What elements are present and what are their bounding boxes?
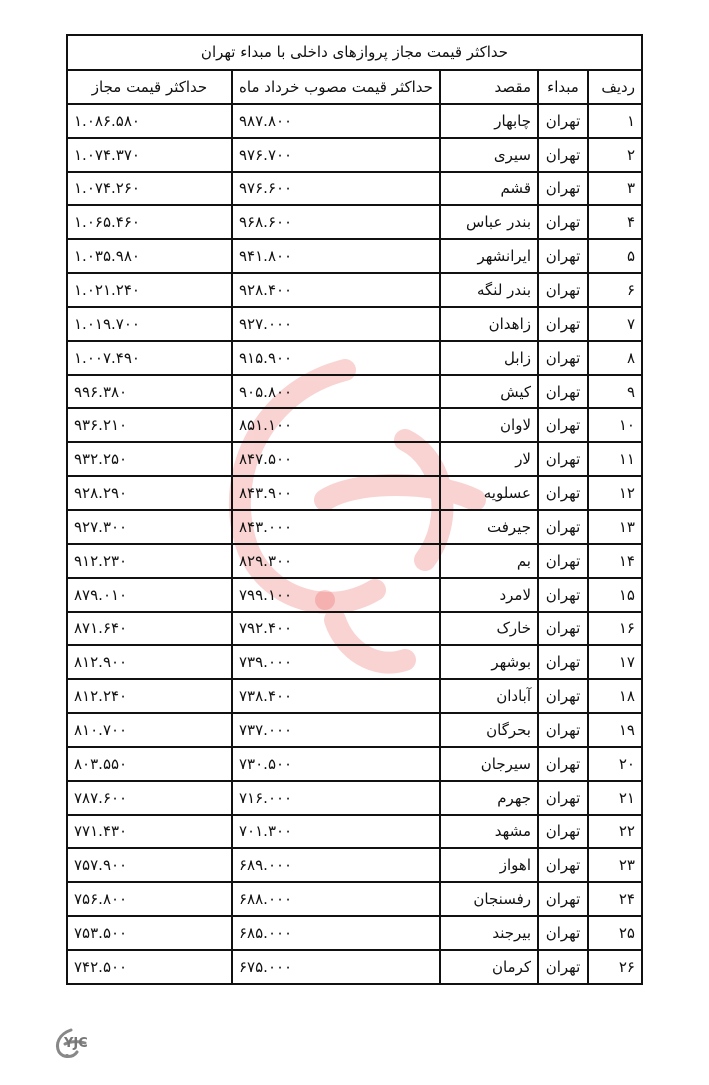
header-origin: مبداء (538, 70, 588, 104)
row-origin: تهران (538, 848, 588, 882)
table-row (67, 815, 642, 849)
table-row (67, 138, 642, 172)
table-row (67, 882, 642, 916)
row-destination: زابل (440, 341, 538, 375)
row-destination: رفسنجان (440, 882, 538, 916)
row-origin: تهران (538, 307, 588, 341)
table-row (67, 205, 642, 239)
row-prev-max-price: ۹۷۶.۶۰۰ (232, 172, 440, 206)
row-index: ۷ (588, 307, 642, 341)
row-max-price: ۸۱۰.۷۰۰ (67, 713, 232, 747)
row-destination: لاوان (440, 408, 538, 442)
row-max-price: ۱.۰۲۱.۲۴۰ (67, 273, 232, 307)
row-max-price: ۹۳۲.۲۵۰ (67, 442, 232, 476)
row-destination: زاهدان (440, 307, 538, 341)
row-index: ۱۶ (588, 612, 642, 646)
table-row (67, 645, 642, 679)
row-prev-max-price: ۸۴۳.۰۰۰ (232, 510, 440, 544)
row-index: ۱۴ (588, 544, 642, 578)
row-origin: تهران (538, 510, 588, 544)
yjc-logo-text: YJC (64, 1036, 88, 1051)
row-destination: آبادان (440, 679, 538, 713)
row-destination: خارک (440, 612, 538, 646)
row-prev-max-price: ۹۸۷.۸۰۰ (232, 104, 440, 138)
row-destination: ایرانشهر (440, 239, 538, 273)
row-max-price: ۱.۰۰۷.۴۹۰ (67, 341, 232, 375)
row-index: ۲۳ (588, 848, 642, 882)
row-prev-max-price: ۹۲۸.۴۰۰ (232, 273, 440, 307)
row-prev-max-price: ۶۸۵.۰۰۰ (232, 916, 440, 950)
row-prev-max-price: ۷۳۹.۰۰۰ (232, 645, 440, 679)
flight-prices-table (66, 34, 643, 985)
header-prev-max-price: حداکثر قیمت مصوب خرداد ماه (232, 70, 440, 104)
row-origin: تهران (538, 442, 588, 476)
table-row (67, 476, 642, 510)
row-origin: تهران (538, 341, 588, 375)
row-max-price: ۱.۰۳۵.۹۸۰ (67, 239, 232, 273)
row-origin: تهران (538, 679, 588, 713)
row-index: ۲ (588, 138, 642, 172)
row-max-price: ۹۹۶.۳۸۰ (67, 375, 232, 409)
row-destination: چابهار (440, 104, 538, 138)
row-origin: تهران (538, 544, 588, 578)
row-origin: تهران (538, 578, 588, 612)
row-prev-max-price: ۶۷۵.۰۰۰ (232, 950, 440, 984)
row-max-price: ۹۲۷.۳۰۰ (67, 510, 232, 544)
row-index: ۱۲ (588, 476, 642, 510)
row-index: ۱۹ (588, 713, 642, 747)
row-max-price: ۹۱۲.۲۳۰ (67, 544, 232, 578)
row-index: ۱۵ (588, 578, 642, 612)
row-origin: تهران (538, 882, 588, 916)
row-origin: تهران (538, 273, 588, 307)
row-destination: بحرگان (440, 713, 538, 747)
row-index: ۱ (588, 104, 642, 138)
row-destination: جهرم (440, 781, 538, 815)
row-index: ۱۸ (588, 679, 642, 713)
table-row (67, 544, 642, 578)
row-index: ۶ (588, 273, 642, 307)
row-index: ۱۳ (588, 510, 642, 544)
row-destination: کیش (440, 375, 538, 409)
row-prev-max-price: ۹۰۵.۸۰۰ (232, 375, 440, 409)
row-max-price: ۷۵۶.۸۰۰ (67, 882, 232, 916)
table-row (67, 950, 642, 984)
table-title: حداکثر قیمت مجاز پروازهای داخلی با مبداء تهران (66, 34, 643, 69)
table-row (67, 713, 642, 747)
row-max-price: ۷۵۷.۹۰۰ (67, 848, 232, 882)
table-row (67, 578, 642, 612)
row-index: ۲۵ (588, 916, 642, 950)
row-prev-max-price: ۷۳۷.۰۰۰ (232, 713, 440, 747)
row-origin: تهران (538, 781, 588, 815)
row-origin: تهران (538, 172, 588, 206)
row-max-price: ۸۰۳.۵۵۰ (67, 747, 232, 781)
row-destination: سیرجان (440, 747, 538, 781)
table-row (67, 172, 642, 206)
header-max-price: حداکثر قیمت مجاز (67, 70, 232, 104)
row-origin: تهران (538, 138, 588, 172)
row-max-price: ۹۲۸.۲۹۰ (67, 476, 232, 510)
row-index: ۵ (588, 239, 642, 273)
row-destination: عسلویه (440, 476, 538, 510)
header-index: ردیف (588, 70, 642, 104)
row-index: ۱۰ (588, 408, 642, 442)
row-destination: کرمان (440, 950, 538, 984)
table-row (67, 848, 642, 882)
row-prev-max-price: ۶۸۹.۰۰۰ (232, 848, 440, 882)
row-prev-max-price: ۷۱۶.۰۰۰ (232, 781, 440, 815)
row-prev-max-price: ۷۳۸.۴۰۰ (232, 679, 440, 713)
row-index: ۱۷ (588, 645, 642, 679)
row-origin: تهران (538, 916, 588, 950)
row-destination: بم (440, 544, 538, 578)
table-row (67, 239, 642, 273)
row-max-price: ۸۱۲.۹۰۰ (67, 645, 232, 679)
table-row (67, 679, 642, 713)
header-row (67, 70, 642, 104)
table-row (67, 341, 642, 375)
row-destination: مشهد (440, 815, 538, 849)
row-max-price: ۱.۰۷۴.۲۶۰ (67, 172, 232, 206)
row-index: ۴ (588, 205, 642, 239)
row-index: ۲۰ (588, 747, 642, 781)
table-row (67, 510, 642, 544)
table-row (67, 781, 642, 815)
row-origin: تهران (538, 375, 588, 409)
row-max-price: ۱.۰۶۵.۴۶۰ (67, 205, 232, 239)
row-max-price: ۷۵۳.۵۰۰ (67, 916, 232, 950)
row-destination: قشم (440, 172, 538, 206)
table-row (67, 104, 642, 138)
row-destination: سیری (440, 138, 538, 172)
row-origin: تهران (538, 239, 588, 273)
row-max-price: ۸۷۱.۶۴۰ (67, 612, 232, 646)
row-prev-max-price: ۹۲۷.۰۰۰ (232, 307, 440, 341)
header-destination: مقصد (440, 70, 538, 104)
row-origin: تهران (538, 950, 588, 984)
row-prev-max-price: ۸۴۳.۹۰۰ (232, 476, 440, 510)
row-destination: اهواز (440, 848, 538, 882)
row-index: ۸ (588, 341, 642, 375)
row-max-price: ۷۷۱.۴۳۰ (67, 815, 232, 849)
row-destination: بیرجند (440, 916, 538, 950)
row-max-price: ۱.۰۱۹.۷۰۰ (67, 307, 232, 341)
table-row (67, 442, 642, 476)
row-index: ۳ (588, 172, 642, 206)
row-max-price: ۷۴۲.۵۰۰ (67, 950, 232, 984)
row-destination: لامرد (440, 578, 538, 612)
table-row (67, 612, 642, 646)
table-row (67, 375, 642, 409)
row-index: ۲۱ (588, 781, 642, 815)
row-origin: تهران (538, 815, 588, 849)
row-destination: جیرفت (440, 510, 538, 544)
table-row (67, 747, 642, 781)
row-destination: بندر لنگه (440, 273, 538, 307)
row-prev-max-price: ۹۶۸.۶۰۰ (232, 205, 440, 239)
row-max-price: ۸۱۲.۲۴۰ (67, 679, 232, 713)
row-prev-max-price: ۷۰۱.۳۰۰ (232, 815, 440, 849)
row-prev-max-price: ۷۹۹.۱۰۰ (232, 578, 440, 612)
row-prev-max-price: ۷۳۰.۵۰۰ (232, 747, 440, 781)
row-origin: تهران (538, 104, 588, 138)
table-row (67, 307, 642, 341)
row-origin: تهران (538, 408, 588, 442)
row-index: ۱۱ (588, 442, 642, 476)
row-prev-max-price: ۹۱۵.۹۰۰ (232, 341, 440, 375)
row-max-price: ۷۸۷.۶۰۰ (67, 781, 232, 815)
row-index: ۲۴ (588, 882, 642, 916)
table-body (67, 104, 642, 984)
row-origin: تهران (538, 645, 588, 679)
row-prev-max-price: ۶۸۸.۰۰۰ (232, 882, 440, 916)
row-prev-max-price: ۸۲۹.۳۰۰ (232, 544, 440, 578)
row-index: ۲۶ (588, 950, 642, 984)
row-max-price: ۱.۰۷۴.۳۷۰ (67, 138, 232, 172)
row-origin: تهران (538, 612, 588, 646)
row-origin: تهران (538, 205, 588, 239)
table-row (67, 916, 642, 950)
row-origin: تهران (538, 713, 588, 747)
table-row (67, 408, 642, 442)
row-prev-max-price: ۹۴۱.۸۰۰ (232, 239, 440, 273)
table-row (67, 273, 642, 307)
row-origin: تهران (538, 747, 588, 781)
row-destination: بوشهر (440, 645, 538, 679)
row-destination: بندر عباس (440, 205, 538, 239)
row-origin: تهران (538, 476, 588, 510)
row-prev-max-price: ۸۴۷.۵۰۰ (232, 442, 440, 476)
row-destination: لار (440, 442, 538, 476)
row-prev-max-price: ۹۷۶.۷۰۰ (232, 138, 440, 172)
row-prev-max-price: ۸۵۱.۱۰۰ (232, 408, 440, 442)
row-index: ۲۲ (588, 815, 642, 849)
row-max-price: ۸۷۹.۰۱۰ (67, 578, 232, 612)
row-max-price: ۹۳۶.۲۱۰ (67, 408, 232, 442)
row-max-price: ۱.۰۸۶.۵۸۰ (67, 104, 232, 138)
row-prev-max-price: ۷۹۲.۴۰۰ (232, 612, 440, 646)
row-index: ۹ (588, 375, 642, 409)
